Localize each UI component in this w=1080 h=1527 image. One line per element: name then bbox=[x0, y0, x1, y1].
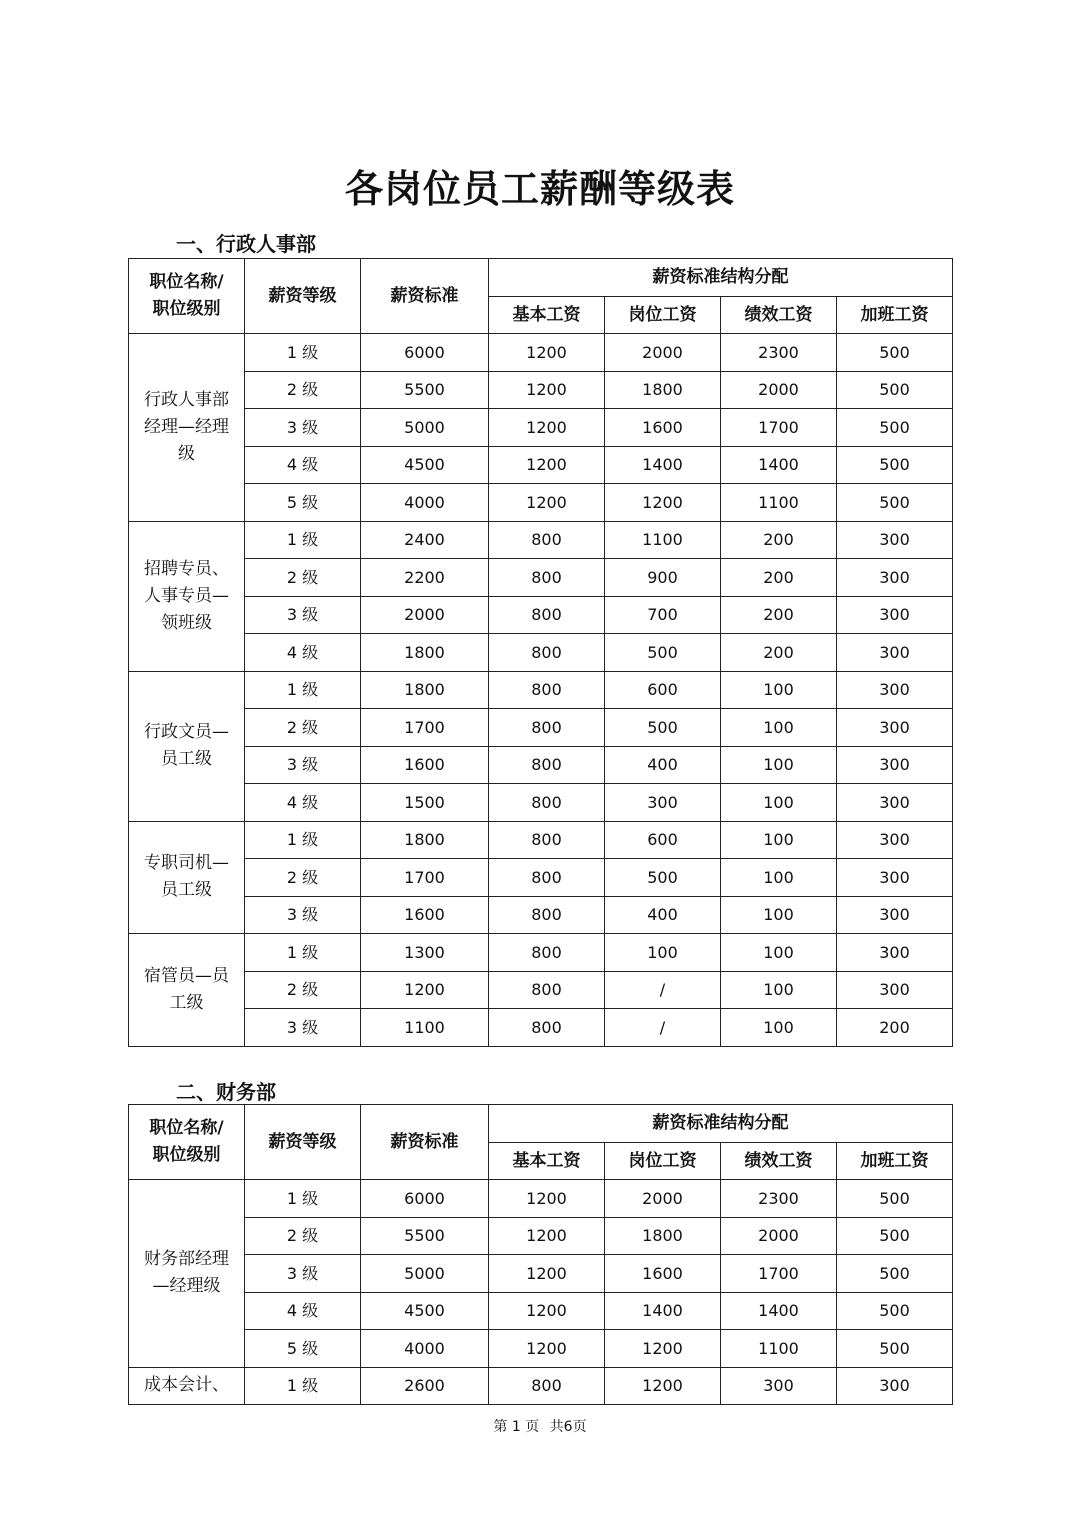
basic-cell: 800 bbox=[489, 634, 605, 672]
performance-cell: 100 bbox=[721, 1009, 837, 1047]
standard-cell: 1800 bbox=[361, 821, 489, 859]
header-grade: 薪资等级 bbox=[245, 259, 361, 334]
performance-cell: 1700 bbox=[721, 409, 837, 447]
position-cell bbox=[129, 334, 245, 522]
grade-cell: 3 级 bbox=[245, 746, 361, 784]
performance-cell: 1100 bbox=[721, 1330, 837, 1368]
grade-cell: 4 级 bbox=[245, 446, 361, 484]
basic-cell: 1200 bbox=[489, 1330, 605, 1368]
position-cell bbox=[129, 521, 245, 671]
overtime-cell: 500 bbox=[837, 1180, 953, 1218]
post-cell: 500 bbox=[605, 859, 721, 897]
grade-cell: 5 级 bbox=[245, 1330, 361, 1368]
header-performance: 绩效工资 bbox=[721, 296, 837, 334]
post-cell: / bbox=[605, 1009, 721, 1047]
standard-cell: 1700 bbox=[361, 709, 489, 747]
header-position bbox=[129, 259, 245, 334]
grade-cell: 3 级 bbox=[245, 896, 361, 934]
performance-cell: 200 bbox=[721, 559, 837, 597]
header-position-label: 职位名称/职位级别 bbox=[149, 1118, 224, 1165]
standard-cell: 2000 bbox=[361, 596, 489, 634]
position-label: 财务部经理—经理级 bbox=[144, 1249, 229, 1297]
performance-cell: 2300 bbox=[721, 1180, 837, 1218]
post-cell: 2000 bbox=[605, 334, 721, 372]
table-row bbox=[129, 784, 953, 822]
performance-cell: 100 bbox=[721, 746, 837, 784]
position-cell bbox=[129, 821, 245, 934]
header-overtime: 加班工资 bbox=[837, 296, 953, 334]
basic-cell: 800 bbox=[489, 971, 605, 1009]
grade-cell: 3 级 bbox=[245, 596, 361, 634]
grade-cell: 1 级 bbox=[245, 671, 361, 709]
basic-cell: 800 bbox=[489, 671, 605, 709]
table-row bbox=[129, 371, 953, 409]
post-cell: 1600 bbox=[605, 409, 721, 447]
standard-cell: 1100 bbox=[361, 1009, 489, 1047]
overtime-cell: 300 bbox=[837, 971, 953, 1009]
performance-cell: 200 bbox=[721, 596, 837, 634]
table-row bbox=[129, 634, 953, 672]
table-row bbox=[129, 671, 953, 709]
header-position-label: 职位名称/职位级别 bbox=[149, 272, 224, 319]
table-row bbox=[129, 484, 953, 522]
page-total: 共6页 bbox=[549, 1419, 587, 1435]
post-cell: / bbox=[605, 971, 721, 1009]
standard-cell: 4000 bbox=[361, 1330, 489, 1368]
salary-table-finance bbox=[128, 1104, 953, 1405]
position-cell bbox=[129, 1367, 245, 1405]
post-cell: 400 bbox=[605, 896, 721, 934]
grade-cell: 2 级 bbox=[245, 709, 361, 747]
header-structure: 薪资标准结构分配 bbox=[489, 259, 953, 297]
post-cell: 1200 bbox=[605, 1367, 721, 1405]
post-cell: 1400 bbox=[605, 446, 721, 484]
position-label: 招聘专员、人事专员—领班级 bbox=[144, 558, 229, 633]
overtime-cell: 300 bbox=[837, 521, 953, 559]
grade-cell: 1 级 bbox=[245, 521, 361, 559]
standard-cell: 1800 bbox=[361, 634, 489, 672]
position-label: 行政文员—员工级 bbox=[144, 722, 229, 769]
position-label: 宿管员—员工级 bbox=[144, 965, 229, 1013]
grade-cell: 2 级 bbox=[245, 559, 361, 597]
position-label: 行政人事部经理—经理级 bbox=[144, 389, 229, 464]
header-structure: 薪资标准结构分配 bbox=[489, 1105, 953, 1143]
table-row bbox=[129, 746, 953, 784]
post-cell: 2000 bbox=[605, 1180, 721, 1218]
standard-cell: 4000 bbox=[361, 484, 489, 522]
post-cell: 1200 bbox=[605, 484, 721, 522]
table-row bbox=[129, 1180, 953, 1218]
post-cell: 900 bbox=[605, 559, 721, 597]
grade-cell: 4 级 bbox=[245, 1292, 361, 1330]
basic-cell: 1200 bbox=[489, 1292, 605, 1330]
basic-cell: 1200 bbox=[489, 371, 605, 409]
position-cell bbox=[129, 934, 245, 1047]
post-cell: 100 bbox=[605, 934, 721, 972]
table-row bbox=[129, 559, 953, 597]
overtime-cell: 300 bbox=[837, 1367, 953, 1405]
overtime-cell: 500 bbox=[837, 484, 953, 522]
basic-cell: 1200 bbox=[489, 484, 605, 522]
basic-cell: 800 bbox=[489, 784, 605, 822]
overtime-cell: 300 bbox=[837, 784, 953, 822]
overtime-cell: 300 bbox=[837, 746, 953, 784]
post-cell: 1800 bbox=[605, 1217, 721, 1255]
standard-cell: 1200 bbox=[361, 971, 489, 1009]
table-row bbox=[129, 1009, 953, 1047]
standard-cell: 4500 bbox=[361, 446, 489, 484]
standard-cell: 1500 bbox=[361, 784, 489, 822]
overtime-cell: 300 bbox=[837, 596, 953, 634]
basic-cell: 1200 bbox=[489, 409, 605, 447]
basic-cell: 1200 bbox=[489, 1180, 605, 1218]
salary-table-admin-hr bbox=[128, 258, 953, 1047]
basic-cell: 800 bbox=[489, 596, 605, 634]
table-row bbox=[129, 971, 953, 1009]
performance-cell: 2000 bbox=[721, 371, 837, 409]
position-label: 成本会计、 bbox=[144, 1375, 229, 1396]
table-row bbox=[129, 1330, 953, 1368]
basic-cell: 800 bbox=[489, 1367, 605, 1405]
grade-cell: 2 级 bbox=[245, 371, 361, 409]
header-basic: 基本工资 bbox=[489, 296, 605, 334]
table-row bbox=[129, 934, 953, 972]
standard-cell: 5500 bbox=[361, 371, 489, 409]
grade-cell: 1 级 bbox=[245, 821, 361, 859]
grade-cell: 2 级 bbox=[245, 859, 361, 897]
basic-cell: 1200 bbox=[489, 334, 605, 372]
standard-cell: 2400 bbox=[361, 521, 489, 559]
grade-cell: 2 级 bbox=[245, 971, 361, 1009]
performance-cell: 100 bbox=[721, 821, 837, 859]
post-cell: 700 bbox=[605, 596, 721, 634]
performance-cell: 100 bbox=[721, 784, 837, 822]
overtime-cell: 500 bbox=[837, 334, 953, 372]
standard-cell: 1600 bbox=[361, 896, 489, 934]
overtime-cell: 300 bbox=[837, 934, 953, 972]
header-grade: 薪资等级 bbox=[245, 1105, 361, 1180]
header-standard: 薪资标准 bbox=[361, 259, 489, 334]
standard-cell: 4500 bbox=[361, 1292, 489, 1330]
performance-cell: 100 bbox=[721, 934, 837, 972]
overtime-cell: 300 bbox=[837, 896, 953, 934]
overtime-cell: 500 bbox=[837, 1217, 953, 1255]
overtime-cell: 300 bbox=[837, 859, 953, 897]
post-cell: 500 bbox=[605, 709, 721, 747]
section-heading-admin-hr: 一、行政人事部 bbox=[176, 232, 316, 256]
position-label: 专职司机—员工级 bbox=[144, 853, 229, 901]
basic-cell: 800 bbox=[489, 934, 605, 972]
grade-cell: 4 级 bbox=[245, 634, 361, 672]
standard-cell: 5500 bbox=[361, 1217, 489, 1255]
page-title: 各岗位员工薪酬等级表 bbox=[344, 167, 735, 211]
post-cell: 1100 bbox=[605, 521, 721, 559]
page-footer bbox=[0, 1416, 1080, 1436]
performance-cell: 1400 bbox=[721, 446, 837, 484]
performance-cell: 100 bbox=[721, 896, 837, 934]
basic-cell: 800 bbox=[489, 821, 605, 859]
grade-cell: 3 级 bbox=[245, 409, 361, 447]
performance-cell: 2300 bbox=[721, 334, 837, 372]
header-performance: 绩效工资 bbox=[721, 1142, 837, 1180]
performance-cell: 1400 bbox=[721, 1292, 837, 1330]
post-cell: 400 bbox=[605, 746, 721, 784]
overtime-cell: 300 bbox=[837, 821, 953, 859]
position-cell bbox=[129, 671, 245, 821]
header-basic: 基本工资 bbox=[489, 1142, 605, 1180]
position-cell bbox=[129, 1180, 245, 1368]
performance-cell: 1700 bbox=[721, 1255, 837, 1293]
performance-cell: 200 bbox=[721, 521, 837, 559]
post-cell: 1600 bbox=[605, 1255, 721, 1293]
standard-cell: 6000 bbox=[361, 1180, 489, 1218]
basic-cell: 800 bbox=[489, 559, 605, 597]
post-cell: 1800 bbox=[605, 371, 721, 409]
performance-cell: 100 bbox=[721, 971, 837, 1009]
overtime-cell: 300 bbox=[837, 671, 953, 709]
performance-cell: 100 bbox=[721, 709, 837, 747]
overtime-cell: 300 bbox=[837, 634, 953, 672]
overtime-cell: 200 bbox=[837, 1009, 953, 1047]
post-cell: 500 bbox=[605, 634, 721, 672]
performance-cell: 100 bbox=[721, 671, 837, 709]
post-cell: 1400 bbox=[605, 1292, 721, 1330]
overtime-cell: 500 bbox=[837, 371, 953, 409]
standard-cell: 2600 bbox=[361, 1367, 489, 1405]
basic-cell: 1200 bbox=[489, 446, 605, 484]
basic-cell: 1200 bbox=[489, 1217, 605, 1255]
grade-cell: 1 级 bbox=[245, 1180, 361, 1218]
overtime-cell: 500 bbox=[837, 446, 953, 484]
grade-cell: 5 级 bbox=[245, 484, 361, 522]
overtime-cell: 300 bbox=[837, 709, 953, 747]
grade-cell: 1 级 bbox=[245, 1367, 361, 1405]
grade-cell: 3 级 bbox=[245, 1255, 361, 1293]
overtime-cell: 500 bbox=[837, 1255, 953, 1293]
post-cell: 1200 bbox=[605, 1330, 721, 1368]
table-row bbox=[129, 1292, 953, 1330]
overtime-cell: 300 bbox=[837, 559, 953, 597]
standard-cell: 5000 bbox=[361, 1255, 489, 1293]
grade-cell: 4 级 bbox=[245, 784, 361, 822]
standard-cell: 6000 bbox=[361, 334, 489, 372]
performance-cell: 300 bbox=[721, 1367, 837, 1405]
table-row bbox=[129, 334, 953, 372]
basic-cell: 800 bbox=[489, 709, 605, 747]
header-standard: 薪资标准 bbox=[361, 1105, 489, 1180]
basic-cell: 800 bbox=[489, 896, 605, 934]
overtime-cell: 500 bbox=[837, 1330, 953, 1368]
table-row bbox=[129, 596, 953, 634]
performance-cell: 2000 bbox=[721, 1217, 837, 1255]
table-row bbox=[129, 859, 953, 897]
basic-cell: 800 bbox=[489, 746, 605, 784]
post-cell: 600 bbox=[605, 671, 721, 709]
overtime-cell: 500 bbox=[837, 1292, 953, 1330]
table-row bbox=[129, 821, 953, 859]
post-cell: 300 bbox=[605, 784, 721, 822]
standard-cell: 1600 bbox=[361, 746, 489, 784]
basic-cell: 800 bbox=[489, 859, 605, 897]
standard-cell: 1800 bbox=[361, 671, 489, 709]
header-position bbox=[129, 1105, 245, 1180]
table-row bbox=[129, 1367, 953, 1405]
table-row bbox=[129, 521, 953, 559]
header-overtime: 加班工资 bbox=[837, 1142, 953, 1180]
grade-cell: 1 级 bbox=[245, 934, 361, 972]
table-body-finance bbox=[129, 1180, 953, 1405]
table-row bbox=[129, 1217, 953, 1255]
header-post: 岗位工资 bbox=[605, 1142, 721, 1180]
grade-cell: 2 级 bbox=[245, 1217, 361, 1255]
table-row bbox=[129, 409, 953, 447]
performance-cell: 200 bbox=[721, 634, 837, 672]
table-row bbox=[129, 446, 953, 484]
standard-cell: 2200 bbox=[361, 559, 489, 597]
table-body-admin-hr bbox=[129, 334, 953, 1047]
table-row bbox=[129, 896, 953, 934]
standard-cell: 1700 bbox=[361, 859, 489, 897]
section-heading-finance: 二、财务部 bbox=[176, 1080, 276, 1104]
post-cell: 600 bbox=[605, 821, 721, 859]
standard-cell: 1300 bbox=[361, 934, 489, 972]
basic-cell: 1200 bbox=[489, 1255, 605, 1293]
performance-cell: 100 bbox=[721, 859, 837, 897]
page-number: 第 1 页 bbox=[493, 1419, 540, 1435]
standard-cell: 5000 bbox=[361, 409, 489, 447]
basic-cell: 800 bbox=[489, 1009, 605, 1047]
grade-cell: 1 级 bbox=[245, 334, 361, 372]
grade-cell: 3 级 bbox=[245, 1009, 361, 1047]
table-row bbox=[129, 1255, 953, 1293]
overtime-cell: 500 bbox=[837, 409, 953, 447]
basic-cell: 800 bbox=[489, 521, 605, 559]
table-row bbox=[129, 709, 953, 747]
header-post: 岗位工资 bbox=[605, 296, 721, 334]
performance-cell: 1100 bbox=[721, 484, 837, 522]
